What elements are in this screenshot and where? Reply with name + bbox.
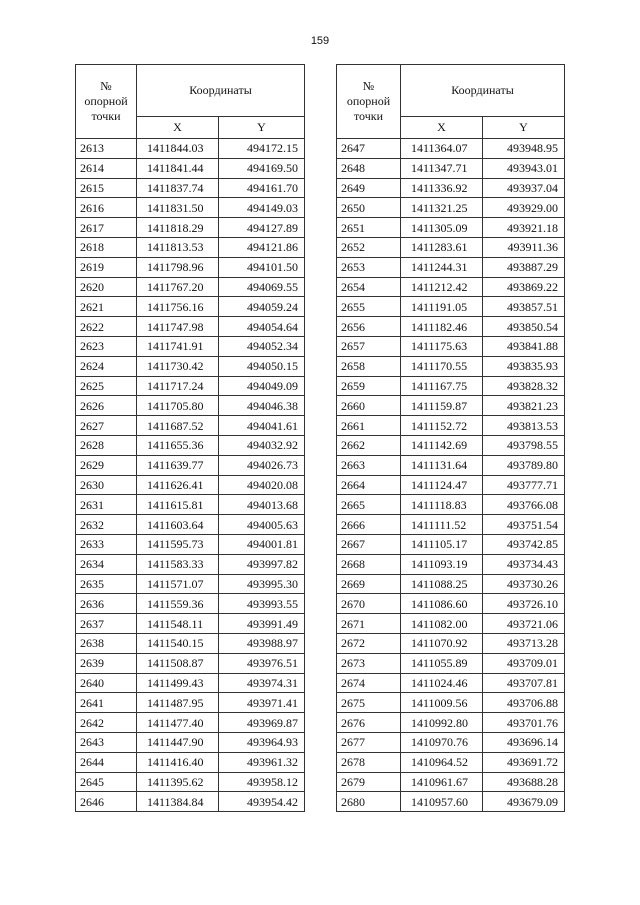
point-number-cell: 2645 [76, 772, 137, 792]
y-coordinate-cell: 493976.51 [219, 653, 305, 673]
table-row [337, 376, 565, 396]
header-x: X [401, 117, 483, 139]
y-coordinate-cell: 493943.01 [483, 158, 565, 178]
y-coordinate-cell: 494026.73 [219, 455, 305, 475]
point-number-cell: 2648 [337, 158, 401, 178]
table-row [76, 277, 305, 297]
point-number-cell: 2649 [337, 178, 401, 198]
coordinates-table-left [75, 64, 305, 812]
x-coordinate-cell: 1411111.52 [401, 515, 483, 535]
point-number-cell: 2617 [76, 218, 137, 238]
point-number-cell: 2624 [76, 356, 137, 376]
y-coordinate-cell: 493789.80 [483, 455, 565, 475]
x-coordinate-cell: 1411152.72 [401, 416, 483, 436]
y-coordinate-cell: 493991.49 [219, 614, 305, 634]
y-coordinate-cell: 493921.18 [483, 218, 565, 238]
x-coordinate-cell: 1411798.96 [137, 257, 219, 277]
y-coordinate-cell: 493954.42 [219, 792, 305, 812]
point-number-cell: 2670 [337, 594, 401, 614]
point-number-cell: 2660 [337, 396, 401, 416]
y-coordinate-cell: 494041.61 [219, 416, 305, 436]
point-number-cell: 2642 [76, 713, 137, 733]
header-num-sign: № [100, 79, 112, 93]
y-coordinate-cell: 494127.89 [219, 218, 305, 238]
x-coordinate-cell: 1411009.56 [401, 693, 483, 713]
point-number-cell: 2616 [76, 198, 137, 218]
point-number-cell: 2634 [76, 554, 137, 574]
y-coordinate-cell: 494001.81 [219, 534, 305, 554]
table-row [76, 139, 305, 159]
table-row [76, 653, 305, 673]
point-number-cell: 2627 [76, 416, 137, 436]
header-point-number [337, 65, 401, 139]
header-num-word: опорной [84, 94, 128, 108]
table-row [337, 178, 565, 198]
x-coordinate-cell: 1411170.55 [401, 356, 483, 376]
point-number-cell: 2628 [76, 435, 137, 455]
y-coordinate-cell: 493993.55 [219, 594, 305, 614]
table-row [76, 673, 305, 693]
table-row [76, 554, 305, 574]
point-number-cell: 2620 [76, 277, 137, 297]
header-num-word-2: точки [353, 109, 384, 123]
point-number-cell: 2656 [337, 317, 401, 337]
header-x: X [137, 117, 219, 139]
point-number-cell: 2652 [337, 237, 401, 257]
y-coordinate-cell: 493734.43 [483, 554, 565, 574]
point-number-cell: 2673 [337, 653, 401, 673]
point-number-cell: 2667 [337, 534, 401, 554]
table-row [337, 673, 565, 693]
x-coordinate-cell: 1411595.73 [137, 534, 219, 554]
y-coordinate-cell: 493766.08 [483, 495, 565, 515]
x-coordinate-cell: 1411717.24 [137, 376, 219, 396]
point-number-cell: 2658 [337, 356, 401, 376]
y-coordinate-cell: 493777.71 [483, 475, 565, 495]
x-coordinate-cell: 1411212.42 [401, 277, 483, 297]
x-coordinate-cell: 1411336.92 [401, 178, 483, 198]
x-coordinate-cell: 1411818.29 [137, 218, 219, 238]
x-coordinate-cell: 1411477.40 [137, 713, 219, 733]
point-number-cell: 2640 [76, 673, 137, 693]
x-coordinate-cell: 1411559.36 [137, 594, 219, 614]
x-coordinate-cell: 1411687.52 [137, 416, 219, 436]
point-number-cell: 2668 [337, 554, 401, 574]
point-number-cell: 2669 [337, 574, 401, 594]
y-coordinate-cell: 493911.36 [483, 237, 565, 257]
y-coordinate-cell: 493679.09 [483, 792, 565, 812]
table-row [76, 792, 305, 812]
table-row [337, 158, 565, 178]
y-coordinate-cell: 493948.95 [483, 139, 565, 159]
table-row [337, 752, 565, 772]
x-coordinate-cell: 1410970.76 [401, 732, 483, 752]
point-number-cell: 2663 [337, 455, 401, 475]
point-number-cell: 2679 [337, 772, 401, 792]
table-row [337, 713, 565, 733]
x-coordinate-cell: 1411124.47 [401, 475, 483, 495]
y-coordinate-cell: 494172.15 [219, 139, 305, 159]
table-row [337, 772, 565, 792]
x-coordinate-cell: 1411070.92 [401, 633, 483, 653]
x-coordinate-cell: 1411603.64 [137, 515, 219, 535]
x-coordinate-cell: 1411499.43 [137, 673, 219, 693]
x-coordinate-cell: 1411118.83 [401, 495, 483, 515]
point-number-cell: 2625 [76, 376, 137, 396]
table-row [337, 336, 565, 356]
x-coordinate-cell: 1411082.00 [401, 614, 483, 634]
y-coordinate-cell: 494121.86 [219, 237, 305, 257]
table-row [76, 752, 305, 772]
table-row [76, 594, 305, 614]
table-row [337, 317, 565, 337]
point-number-cell: 2662 [337, 435, 401, 455]
point-number-cell: 2674 [337, 673, 401, 693]
point-number-cell: 2636 [76, 594, 137, 614]
point-number-cell: 2618 [76, 237, 137, 257]
y-coordinate-cell: 494161.70 [219, 178, 305, 198]
x-coordinate-cell: 1411615.81 [137, 495, 219, 515]
table-row [76, 614, 305, 634]
table-row [337, 693, 565, 713]
y-coordinate-cell: 494050.15 [219, 356, 305, 376]
y-coordinate-cell: 493706.88 [483, 693, 565, 713]
x-coordinate-cell: 1411583.33 [137, 554, 219, 574]
coordinates-table-right [336, 64, 565, 812]
point-number-cell: 2633 [76, 534, 137, 554]
header-coordinates: Координаты [401, 65, 565, 117]
table-row [337, 396, 565, 416]
table-row [337, 455, 565, 475]
table-row [337, 653, 565, 673]
x-coordinate-cell: 1411837.74 [137, 178, 219, 198]
table-row [76, 178, 305, 198]
y-coordinate-cell: 493937.04 [483, 178, 565, 198]
x-coordinate-cell: 1411767.20 [137, 277, 219, 297]
point-number-cell: 2665 [337, 495, 401, 515]
table-row [337, 495, 565, 515]
y-coordinate-cell: 493969.87 [219, 713, 305, 733]
table-row [76, 713, 305, 733]
point-number-cell: 2629 [76, 455, 137, 475]
point-number-cell: 2677 [337, 732, 401, 752]
table-row [76, 693, 305, 713]
y-coordinate-cell: 493813.53 [483, 416, 565, 436]
header-point-number [76, 65, 137, 139]
x-coordinate-cell: 1411416.40 [137, 752, 219, 772]
y-coordinate-cell: 493974.31 [219, 673, 305, 693]
point-number-cell: 2661 [337, 416, 401, 436]
x-coordinate-cell: 1411747.98 [137, 317, 219, 337]
point-number-cell: 2637 [76, 614, 137, 634]
point-number-cell: 2672 [337, 633, 401, 653]
x-coordinate-cell: 1411831.50 [137, 198, 219, 218]
table-row [337, 732, 565, 752]
y-coordinate-cell: 493857.51 [483, 297, 565, 317]
x-coordinate-cell: 1411321.25 [401, 198, 483, 218]
x-coordinate-cell: 1411705.80 [137, 396, 219, 416]
y-coordinate-cell: 493726.10 [483, 594, 565, 614]
table-row [76, 633, 305, 653]
x-coordinate-cell: 1411841.44 [137, 158, 219, 178]
y-coordinate-cell: 493841.88 [483, 336, 565, 356]
table-row [337, 574, 565, 594]
y-coordinate-cell: 493828.32 [483, 376, 565, 396]
table-row [337, 198, 565, 218]
point-number-cell: 2638 [76, 633, 137, 653]
table-row [76, 336, 305, 356]
y-coordinate-cell: 493798.55 [483, 435, 565, 455]
point-number-cell: 2614 [76, 158, 137, 178]
y-coordinate-cell: 493929.00 [483, 198, 565, 218]
y-coordinate-cell: 494032.92 [219, 435, 305, 455]
table-row [337, 297, 565, 317]
x-coordinate-cell: 1411813.53 [137, 237, 219, 257]
page-number: 159 [310, 35, 330, 47]
y-coordinate-cell: 494049.09 [219, 376, 305, 396]
table-row [76, 297, 305, 317]
table-row [76, 237, 305, 257]
y-coordinate-cell: 493835.93 [483, 356, 565, 376]
point-number-cell: 2650 [337, 198, 401, 218]
x-coordinate-cell: 1411384.84 [137, 792, 219, 812]
table-body-left [76, 139, 305, 812]
x-coordinate-cell: 1411626.41 [137, 475, 219, 495]
table-row [337, 614, 565, 634]
table-row [337, 792, 565, 812]
table-row [337, 534, 565, 554]
x-coordinate-cell: 1411548.11 [137, 614, 219, 634]
point-number-cell: 2641 [76, 693, 137, 713]
header-num-word-2: точки [91, 109, 121, 123]
point-number-cell: 2653 [337, 257, 401, 277]
x-coordinate-cell: 1410957.60 [401, 792, 483, 812]
x-coordinate-cell: 1411655.36 [137, 435, 219, 455]
y-coordinate-cell: 493988.97 [219, 633, 305, 653]
y-coordinate-cell: 493709.01 [483, 653, 565, 673]
table-row [76, 495, 305, 515]
point-number-cell: 2621 [76, 297, 137, 317]
x-coordinate-cell: 1411639.77 [137, 455, 219, 475]
header-y: Y [483, 117, 565, 139]
x-coordinate-cell: 1411244.31 [401, 257, 483, 277]
header-num-word: опорной [346, 94, 391, 108]
y-coordinate-cell: 494054.64 [219, 317, 305, 337]
table-row [337, 139, 565, 159]
y-coordinate-cell: 493696.14 [483, 732, 565, 752]
table-row [76, 455, 305, 475]
x-coordinate-cell: 1411093.19 [401, 554, 483, 574]
point-number-cell: 2630 [76, 475, 137, 495]
table-row [76, 257, 305, 277]
y-coordinate-cell: 493995.30 [219, 574, 305, 594]
x-coordinate-cell: 1411571.07 [137, 574, 219, 594]
point-number-cell: 2639 [76, 653, 137, 673]
table-row [337, 475, 565, 495]
y-coordinate-cell: 494069.55 [219, 277, 305, 297]
point-number-cell: 2671 [337, 614, 401, 634]
y-coordinate-cell: 493713.28 [483, 633, 565, 653]
y-coordinate-cell: 494046.38 [219, 396, 305, 416]
point-number-cell: 2632 [76, 515, 137, 535]
y-coordinate-cell: 493869.22 [483, 277, 565, 297]
table-row [337, 277, 565, 297]
header-coordinates: Координаты [137, 65, 305, 117]
x-coordinate-cell: 1410961.67 [401, 772, 483, 792]
x-coordinate-cell: 1411487.95 [137, 693, 219, 713]
x-coordinate-cell: 1411191.05 [401, 297, 483, 317]
y-coordinate-cell: 493691.72 [483, 752, 565, 772]
y-coordinate-cell: 493971.41 [219, 693, 305, 713]
y-coordinate-cell: 493721.06 [483, 614, 565, 634]
y-coordinate-cell: 493707.81 [483, 673, 565, 693]
y-coordinate-cell: 493821.23 [483, 396, 565, 416]
point-number-cell: 2615 [76, 178, 137, 198]
x-coordinate-cell: 1411088.25 [401, 574, 483, 594]
y-coordinate-cell: 493958.12 [219, 772, 305, 792]
table-row [76, 376, 305, 396]
x-coordinate-cell: 1410964.52 [401, 752, 483, 772]
y-coordinate-cell: 493730.26 [483, 574, 565, 594]
x-coordinate-cell: 1411508.87 [137, 653, 219, 673]
x-coordinate-cell: 1411086.60 [401, 594, 483, 614]
table-row [76, 218, 305, 238]
table-row [337, 237, 565, 257]
table-row [337, 435, 565, 455]
x-coordinate-cell: 1411105.17 [401, 534, 483, 554]
y-coordinate-cell: 494101.50 [219, 257, 305, 277]
y-coordinate-cell: 494169.50 [219, 158, 305, 178]
x-coordinate-cell: 1411142.69 [401, 435, 483, 455]
header-num-sign: № [362, 79, 375, 93]
y-coordinate-cell: 493887.29 [483, 257, 565, 277]
point-number-cell: 2655 [337, 297, 401, 317]
point-number-cell: 2680 [337, 792, 401, 812]
y-coordinate-cell: 494005.63 [219, 515, 305, 535]
x-coordinate-cell: 1411395.62 [137, 772, 219, 792]
y-coordinate-cell: 494020.08 [219, 475, 305, 495]
table-row [76, 198, 305, 218]
point-number-cell: 2678 [337, 752, 401, 772]
table-row [76, 534, 305, 554]
x-coordinate-cell: 1411159.87 [401, 396, 483, 416]
table-row [337, 218, 565, 238]
x-coordinate-cell: 1411305.09 [401, 218, 483, 238]
y-coordinate-cell: 494013.68 [219, 495, 305, 515]
point-number-cell: 2676 [337, 713, 401, 733]
table-row [76, 732, 305, 752]
point-number-cell: 2622 [76, 317, 137, 337]
x-coordinate-cell: 1411182.46 [401, 317, 483, 337]
x-coordinate-cell: 1411167.75 [401, 376, 483, 396]
x-coordinate-cell: 1411175.63 [401, 336, 483, 356]
point-number-cell: 2664 [337, 475, 401, 495]
x-coordinate-cell: 1411283.61 [401, 237, 483, 257]
y-coordinate-cell: 494059.24 [219, 297, 305, 317]
point-number-cell: 2675 [337, 693, 401, 713]
y-coordinate-cell: 493964.93 [219, 732, 305, 752]
table-row [76, 158, 305, 178]
table-row [76, 515, 305, 535]
x-coordinate-cell: 1411447.90 [137, 732, 219, 752]
y-coordinate-cell: 493701.76 [483, 713, 565, 733]
point-number-cell: 2613 [76, 139, 137, 159]
y-coordinate-cell: 493850.54 [483, 317, 565, 337]
table-row [76, 475, 305, 495]
point-number-cell: 2644 [76, 752, 137, 772]
table-row [337, 515, 565, 535]
point-number-cell: 2623 [76, 336, 137, 356]
table-row [76, 772, 305, 792]
point-number-cell: 2643 [76, 732, 137, 752]
point-number-cell: 2619 [76, 257, 137, 277]
table-row [337, 554, 565, 574]
table-row [337, 416, 565, 436]
point-number-cell: 2659 [337, 376, 401, 396]
y-coordinate-cell: 494052.34 [219, 336, 305, 356]
header-y: Y [219, 117, 305, 139]
x-coordinate-cell: 1411364.07 [401, 139, 483, 159]
y-coordinate-cell: 493742.85 [483, 534, 565, 554]
table-row [337, 633, 565, 653]
table-row [76, 356, 305, 376]
table-row [337, 594, 565, 614]
x-coordinate-cell: 1411347.71 [401, 158, 483, 178]
point-number-cell: 2626 [76, 396, 137, 416]
table-row [76, 435, 305, 455]
x-coordinate-cell: 1411131.64 [401, 455, 483, 475]
point-number-cell: 2647 [337, 139, 401, 159]
x-coordinate-cell: 1411730.42 [137, 356, 219, 376]
table-row [76, 574, 305, 594]
x-coordinate-cell: 1411540.15 [137, 633, 219, 653]
point-number-cell: 2646 [76, 792, 137, 812]
x-coordinate-cell: 1411844.03 [137, 139, 219, 159]
x-coordinate-cell: 1411055.89 [401, 653, 483, 673]
x-coordinate-cell: 1411741.91 [137, 336, 219, 356]
point-number-cell: 2651 [337, 218, 401, 238]
y-coordinate-cell: 493961.32 [219, 752, 305, 772]
point-number-cell: 2635 [76, 574, 137, 594]
table-row [337, 257, 565, 277]
y-coordinate-cell: 493688.28 [483, 772, 565, 792]
table-row [337, 356, 565, 376]
y-coordinate-cell: 494149.03 [219, 198, 305, 218]
x-coordinate-cell: 1411024.46 [401, 673, 483, 693]
y-coordinate-cell: 493751.54 [483, 515, 565, 535]
point-number-cell: 2657 [337, 336, 401, 356]
table-row [76, 396, 305, 416]
table-body-right [337, 139, 565, 812]
y-coordinate-cell: 493997.82 [219, 554, 305, 574]
x-coordinate-cell: 1411756.16 [137, 297, 219, 317]
table-row [76, 416, 305, 436]
table-row [76, 317, 305, 337]
x-coordinate-cell: 1410992.80 [401, 713, 483, 733]
point-number-cell: 2654 [337, 277, 401, 297]
point-number-cell: 2666 [337, 515, 401, 535]
point-number-cell: 2631 [76, 495, 137, 515]
